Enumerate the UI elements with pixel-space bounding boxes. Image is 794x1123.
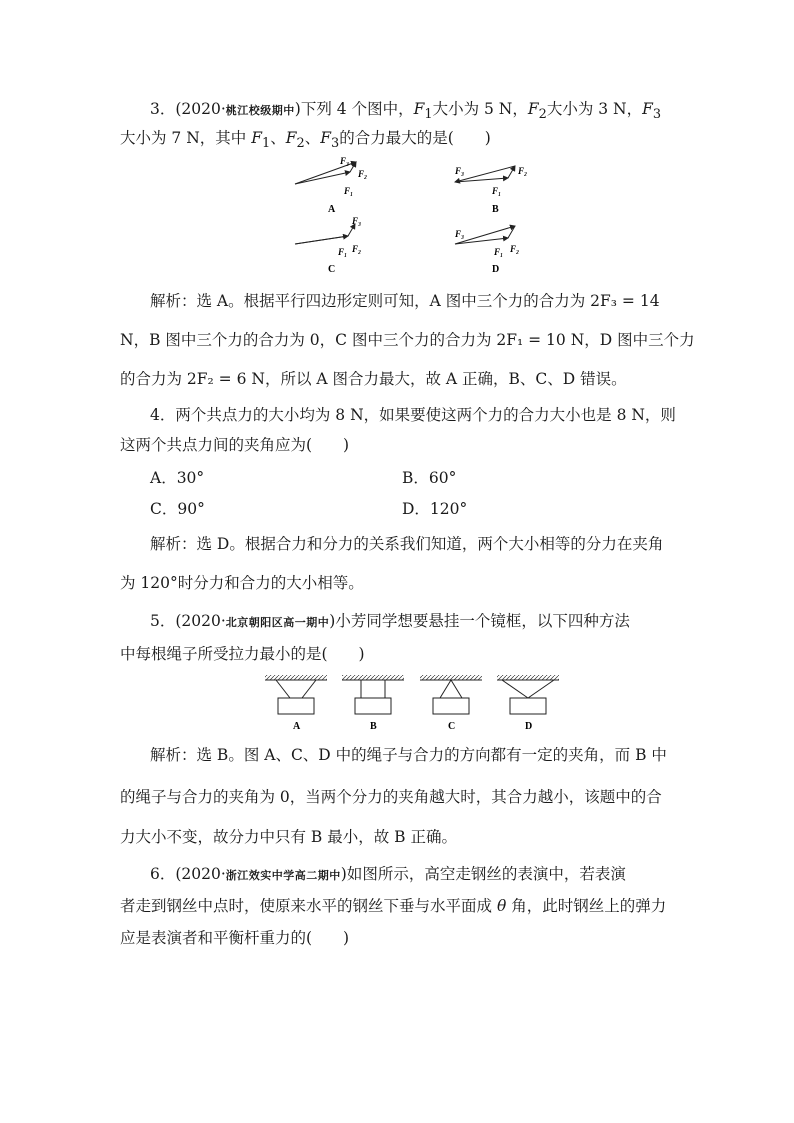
force-label-f2: F₂ bbox=[358, 169, 368, 179]
frame-figure-d bbox=[497, 675, 559, 732]
q5-analysis-line3: 力大小不变，故分力中只有 B 最小，故 B 正确。 bbox=[120, 828, 457, 846]
q6-line1: 6．(2020·浙江效实中学高二期中)如图所示，高空走钢丝的表演中，若表演 bbox=[150, 865, 626, 883]
force-label-f2: F₂ bbox=[518, 166, 528, 176]
figure-c bbox=[295, 216, 361, 275]
force-label-f1: F₁ bbox=[338, 247, 348, 257]
q3-analysis-line2: N，B 图中三个力的合力为 0，C 图中三个力的合力为 2F₁ = 10 N，D 图中三个力 bbox=[120, 331, 695, 349]
force-label-f1: F₁ bbox=[494, 247, 504, 257]
q4-option-a: A．30° bbox=[150, 469, 205, 487]
frame-figure-b bbox=[342, 675, 404, 732]
frame-figure-c bbox=[420, 675, 482, 732]
q3-force-diagrams bbox=[280, 152, 550, 277]
figure-label: C bbox=[448, 721, 456, 732]
force-label-f3: F₃ bbox=[455, 229, 465, 239]
q4-analysis-line2: 为 120°时分力和合力的大小相等。 bbox=[120, 574, 364, 592]
q4-option-d: D．120° bbox=[402, 500, 468, 518]
q4-line2: 这两个共点力间的夹角应为( ) bbox=[120, 436, 350, 454]
q6-source: 浙江效实中学高二期中 bbox=[225, 869, 341, 882]
q3-number: 3． bbox=[150, 100, 176, 118]
figure-label: D bbox=[525, 721, 533, 732]
figure-label: A bbox=[293, 721, 301, 732]
figure-label: A bbox=[328, 204, 336, 215]
figure-a bbox=[295, 156, 367, 215]
q4-line1: 4．两个共点力的大小均为 8 N，如果要使这两个力的合力大小也是 8 N，则 bbox=[150, 406, 676, 424]
q5-analysis-line1: 解析：选 B。图 A、C、D 中的绳子与合力的方向都有一定的夹角，而 B 中 bbox=[150, 746, 667, 764]
figure-label: D bbox=[492, 264, 500, 275]
q4-option-c: C．90° bbox=[150, 500, 205, 518]
q5-line1: 5．(2020·北京朝阳区高一期中)小芳同学想要悬挂一个镜框，以下四种方法 bbox=[150, 612, 630, 630]
q6-line2: 者走到钢丝中点时，使原来水平的钢丝下垂与水平面成 θ 角，此时钢丝上的弹力 bbox=[120, 897, 667, 915]
figure-d bbox=[454, 226, 519, 275]
force-label-f3: F₃ bbox=[340, 156, 350, 166]
q5-frame-diagrams bbox=[262, 672, 562, 734]
q6-line3: 应是表演者和平衡杆重力的( ) bbox=[120, 929, 350, 947]
force-label-f2: F₂ bbox=[510, 244, 520, 254]
q4-option-b: B．60° bbox=[402, 469, 457, 487]
figure-label: B bbox=[370, 721, 377, 732]
figure-label: C bbox=[328, 264, 336, 275]
force-label-f2: F₂ bbox=[352, 244, 362, 254]
q5-line2: 中每根绳子所受拉力最小的是( ) bbox=[120, 645, 365, 663]
q4-analysis-line1: 解析：选 D。根据合力和分力的关系我们知道，两个大小相等的分力在夹角 bbox=[150, 535, 664, 553]
force-label-f3: F₃ bbox=[352, 216, 362, 226]
frame-figure-a bbox=[265, 675, 327, 732]
q3-analysis-line1: 解析：选 A。根据平行四边形定则可知，A 图中三个力的合力为 2F₃ = 14 bbox=[150, 292, 660, 310]
q5-analysis-line2: 的绳子与合力的夹角为 0，当两个分力的夹角越大时，其合力越小，该题中的合 bbox=[120, 788, 662, 806]
q3-source: 桃江校级期中 bbox=[225, 104, 295, 117]
figure-label: B bbox=[492, 204, 499, 215]
q6-number: 6． bbox=[150, 865, 176, 883]
figure-b bbox=[454, 166, 527, 215]
q3-line1: 3．(2020·桃江校级期中)下列 4 个图中，$F_1$大小为 5 N，$F_2$大小为 3 N，$F_3$ bbox=[150, 100, 662, 123]
force-label-f3: F₃ bbox=[455, 166, 465, 176]
q5-number: 5． bbox=[150, 612, 176, 630]
force-label-f1: F₁ bbox=[492, 186, 502, 196]
q5-source: 北京朝阳区高一期中 bbox=[225, 616, 330, 629]
q3-line2: 大小为 7 N，其中 $F_1$、$F_2$、$F_3$的合力最大的是( ) bbox=[120, 129, 491, 152]
q3-analysis-line3: 的合力为 2F₂ = 6 N，所以 A 图合力最大，故 A 正确，B、C、D 错误。 bbox=[120, 370, 627, 388]
force-label-f1: F₁ bbox=[344, 186, 354, 196]
